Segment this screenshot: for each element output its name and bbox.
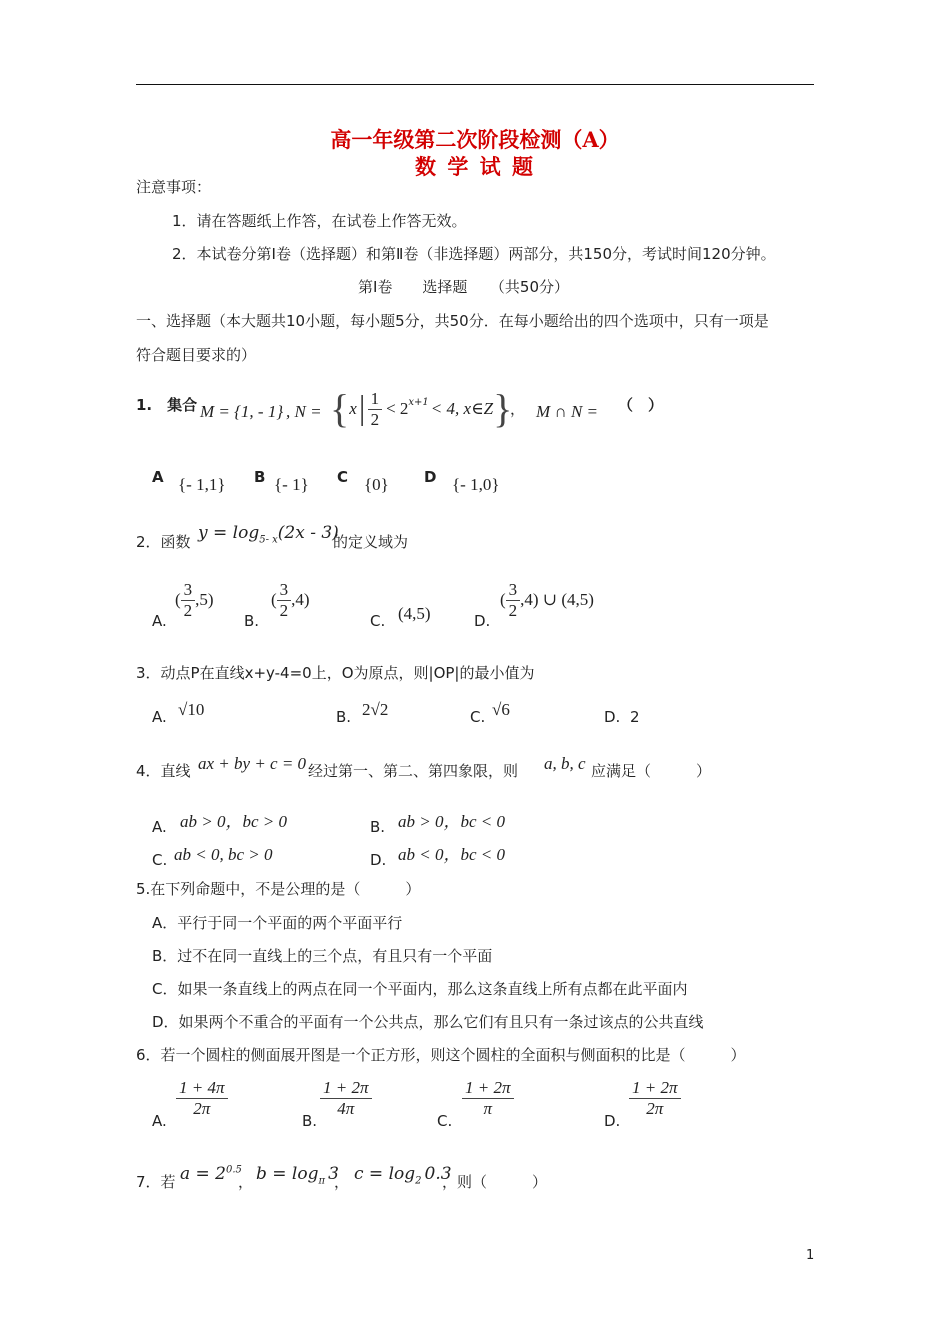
numerator: 3: [181, 580, 196, 601]
q1-option-a-label: A: [152, 468, 164, 486]
q4-suffix: 应满足（ ）: [591, 762, 712, 780]
q3-text: 3．动点P在直线x+y-4=0上，O为原点，则|OP|的最小值为: [136, 664, 535, 682]
q7-b-expr: b = log: [256, 1164, 319, 1184]
q3-option-d-label: D.: [604, 708, 621, 726]
q1-set-n-label: , N =: [286, 402, 322, 421]
q4-line-equation: ax + by + c = 0: [198, 754, 307, 773]
q2-option-c: (4,5): [398, 604, 431, 623]
numerator: 1 + 2π: [629, 1078, 681, 1099]
q1-intersection: M ∩ N =: [536, 402, 598, 421]
q2-option-a-label: A.: [152, 612, 167, 630]
section1-instructions: 一、选择题（本大题共10小题，每小题5分，共50分．在每小题给出的四个选项中，只有一项是: [136, 312, 769, 330]
q6-option-c-label: C.: [437, 1112, 453, 1130]
q2-log-arg: (2x - 3): [277, 523, 339, 543]
right-brace: }: [493, 386, 513, 431]
numerator: 1 + 2π: [320, 1078, 372, 1099]
page-number: 1: [806, 1248, 815, 1263]
numerator: 1 + 4π: [176, 1078, 228, 1099]
q3-option-c-label: C.: [470, 708, 486, 726]
q2-option-d: ( $\frac{3}{2}$ ,4) ∪ (4,5): [500, 580, 594, 620]
q4-option-d-label: D.: [370, 851, 387, 869]
q2-option-b-label: B.: [244, 612, 260, 630]
q1-option-b: {- 1}: [274, 475, 309, 494]
q1-n-var: x: [349, 398, 357, 418]
exam-title: 高一年级第二次阶段检测（A）: [330, 127, 620, 152]
q1-option-d: {- 1,0}: [452, 475, 500, 494]
q7-c-expr: c = log: [354, 1164, 416, 1184]
left-brace: {: [330, 386, 350, 431]
q1-n-exp: x+1: [408, 397, 429, 408]
q4-option-b: ab > 0，bc < 0: [398, 812, 505, 831]
q7-a-exp: 0.5: [226, 1164, 242, 1176]
q6-option-b: [320, 1078, 372, 1118]
q4-option-a-label: A.: [152, 818, 167, 836]
section1-instructions-cont: 符合题目要求的）: [136, 346, 257, 364]
part1-heading: 第Ⅰ卷 选择题 （共50分）: [358, 278, 570, 296]
q7-suffix: ，则（ ）: [442, 1173, 548, 1191]
q2-function: [198, 523, 339, 546]
q5-option-b: B．过不在同一直线上的三个点，有且只有一个平面: [152, 947, 493, 965]
q2-number: 2．函数: [136, 533, 191, 551]
q4-option-d: ab < 0，bc < 0: [398, 845, 505, 864]
q2-option-d-rest: ,4) ∪ (4,5): [520, 589, 594, 609]
q6-option-a: [176, 1078, 228, 1118]
q6-option-c: [462, 1078, 514, 1118]
q3-option-a: √10: [178, 700, 205, 719]
q6-option-a-label: A.: [152, 1112, 167, 1130]
q4-option-c-label: C.: [152, 851, 168, 869]
q3-option-a-label: A.: [152, 708, 167, 726]
denominator: 2: [279, 600, 289, 620]
q7-a-expr: a = 2: [180, 1164, 227, 1184]
q2-suffix: 的定义域为: [333, 533, 409, 551]
numerator: 3: [277, 580, 292, 601]
q5-option-c: C．如果一条直线上的两点在同一个平面内，那么这条直线上所有点都在此平面内: [152, 980, 688, 998]
q6-text: 6．若一个圆柱的侧面展开图是一个正方形，则这个圆柱的全面积与侧面积的比是（ ）: [136, 1046, 746, 1064]
q7-sep-1: ，: [238, 1173, 254, 1191]
denominator: 2: [508, 600, 518, 620]
q2-option-d-label: D.: [474, 612, 491, 630]
q7-sep-2: ，: [334, 1173, 350, 1191]
notice-item-1: 1．请在答题纸上作答，在试卷上作答无效。: [172, 212, 467, 230]
q2-option-a: ( $\frac{3}{2}$ ,5): [175, 580, 214, 620]
q1-n-ineq: < 2: [386, 398, 409, 418]
q3-option-b: 2√2: [362, 700, 389, 719]
q5-option-d: D．如果两个不重合的平面有一个公共点，那么它们有且只有一条过该点的公共直线: [152, 1013, 704, 1031]
denominator: 2π: [646, 1098, 664, 1118]
denominator: π: [483, 1098, 493, 1118]
denominator: 2: [183, 600, 193, 620]
exam-subtitle: 数 学 试 题: [415, 154, 535, 179]
q7-a: [180, 1164, 242, 1184]
q4-option-b-label: B.: [370, 818, 386, 836]
q6-option-d-label: D.: [604, 1112, 621, 1130]
q4-number: 4．直线: [136, 762, 191, 780]
q7-number: 7．若: [136, 1173, 176, 1191]
q7-c-base: 2: [415, 1175, 422, 1187]
numerator: 1: [368, 389, 383, 410]
q1-half: [368, 389, 383, 429]
q7-b-base: π: [318, 1175, 326, 1187]
q1-option-c-label: C: [337, 468, 349, 486]
q1-set-m: M = {1, - 1}: [200, 402, 284, 421]
q2-option-a-rest: ,5): [195, 589, 214, 609]
q7-b-arg: 3: [328, 1164, 339, 1184]
q7-c-arg: 0.3: [424, 1164, 452, 1184]
q3-option-c: √6: [492, 700, 510, 719]
q1-set-n: [330, 385, 512, 433]
q1-answer-paren: （ ）: [618, 396, 664, 414]
q2-log: y = log: [198, 523, 260, 543]
q1-n-rest: < 4, x∈Z: [430, 398, 494, 418]
denominator: 4π: [337, 1098, 355, 1118]
q1-option-d-label: D: [424, 468, 437, 486]
vertical-bar: |: [358, 389, 366, 427]
q5-text: 5.在下列命题中，不是公理的是（ ）: [136, 880, 421, 898]
q2-option-b-rest: ,4): [291, 589, 310, 609]
q2-option-b: ( $\frac{3}{2}$ ,4): [271, 580, 310, 620]
q3-option-d: 2: [630, 708, 640, 726]
notice-heading: 注意事项：: [136, 178, 212, 196]
q6-option-b-label: B.: [302, 1112, 318, 1130]
q5-option-a: A．平行于同一个平面的两个平面平行: [152, 914, 403, 932]
q1-option-b-label: B: [254, 468, 266, 486]
q2-option-c-label: C.: [370, 612, 386, 630]
denominator: 2: [370, 409, 380, 429]
q2-log-base: 5- x: [259, 534, 278, 546]
numerator: 3: [506, 580, 521, 601]
q1-option-c: {0}: [364, 475, 389, 494]
notice-item-2: 2．本试卷分第Ⅰ卷（选择题）和第Ⅱ卷（非选择题）两部分，共150分，考试时间120分钟。: [172, 245, 776, 263]
q4-option-c: ab < 0, bc > 0: [174, 845, 273, 864]
numerator: 1 + 2π: [462, 1078, 514, 1099]
q4-vars: a, b, c: [544, 754, 586, 773]
q1-comma: ，: [510, 400, 526, 418]
q1-number: 1. 集合: [136, 396, 198, 414]
q4-middle-text: 经过第一、第二、第四象限，则: [308, 762, 519, 780]
q6-option-d: [629, 1078, 681, 1118]
q3-option-b-label: B.: [336, 708, 352, 726]
denominator: 2π: [193, 1098, 211, 1118]
q4-option-a: ab > 0，bc > 0: [180, 812, 287, 831]
header-rule: [136, 84, 814, 85]
q7-c: [354, 1164, 452, 1187]
q7-b: [256, 1164, 339, 1187]
q1-option-a: {- 1,1}: [178, 475, 226, 494]
